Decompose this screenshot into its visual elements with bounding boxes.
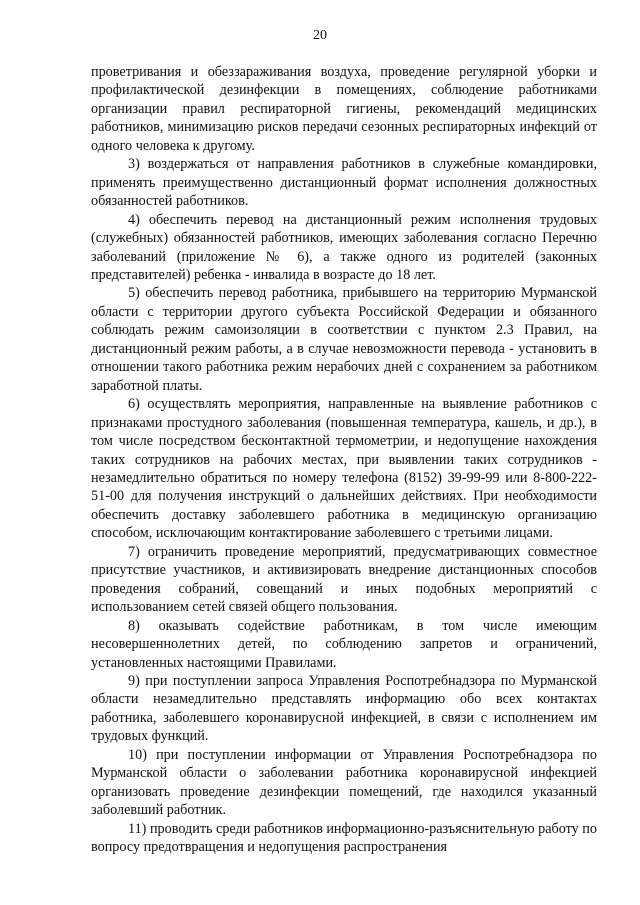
- paragraph-item-3: 3) воздержаться от направления работников в служебные командировки, применять преимущественно дистанционный формат исполнения должностных обязанностей работников.: [91, 156, 597, 210]
- paragraph-item-10: 10) при поступлении информации от Управления Роспотребнадзора по Мурманской области о заболевании работника коронавирусной инфекцией организовать проведение дезинфекции помещений, где находился указанный заболевший работник.: [91, 746, 597, 819]
- page-number: 20: [313, 28, 327, 43]
- paragraph-continuation: проветривания и обеззараживания воздуха, проведение регулярной уборки и профилактической дезинфекции в помещениях, соблюдение работниками организации правил респираторной гигиены, рекомендаций медицинских работников, минимизацию рисков передачи сезонных респираторных инфекций от одного человека к другому.: [91, 64, 597, 154]
- paragraph-item-8: 8) оказывать содействие работникам, в том числе имеющим несовершеннолетних детей, по соблюдению запретов и ограничений, установленных настоящими Правилами.: [91, 617, 597, 671]
- paragraph-item-6: 6) осуществлять мероприятия, направленные на выявление работников с признаками простудного заболевания (повышенная температура, кашель, и др.), в том числе посредством бесконтактной термометрии, и недопущение нахождения таких сотрудников на рабочих местах, при выявлении таких сотрудников - незамедлительно обратиться по номеру телефона (8152) 39-99-99 или 8-800-222-51-00 для получения инструкций о дальнейших действиях. При необходимости обеспечить доставку заболевшего работника в медицинскую организацию способом, исключающим контактирование заболевшего с третьими лицами.: [91, 396, 597, 542]
- document-body: [91, 63, 597, 856]
- paragraph-item-11: 11) проводить среди работников информационно-разъяснительную работу по вопросу предотвращения и недопущения распространения: [91, 820, 597, 856]
- paragraph-item-9: 9) при поступлении запроса Управления Роспотребнадзора по Мурманской области незамедлительно представлять информацию обо всех контактах работника, заболевшего коронавирусной инфекцией, в связи с исполнением им трудовых функций.: [91, 672, 597, 745]
- paragraph-item-7: 7) ограничить проведение мероприятий, предусматривающих совместное присутствие участников, и активизировать внедрение дистанционных способов проведения собраний, совещаний и иных подобных мероприятий с использованием сетей связей общего пользования.: [91, 543, 597, 616]
- paragraph-item-4: 4) обеспечить перевод на дистанционный режим исполнения трудовых (служебных) обязанностей работников, имеющих заболевания согласно Перечню заболеваний (приложение № 6), а также одного из родителей (законных представителей) ребенка - инвалида в возрасте до 18 лет.: [91, 211, 597, 283]
- paragraph-item-5: 5) обеспечить перевод работника, прибывшего на территорию Мурманской области с территории другого субъекта Российской Федерации и обязанного соблюдать режим самоизоляции в соответствии с пунктом 2.3 Правил, на дистанционный режим работы, а в случае невозможности перевода - установить в отношении такого работника режим нерабочих дней с сохранением за работником заработной платы.: [91, 285, 597, 394]
